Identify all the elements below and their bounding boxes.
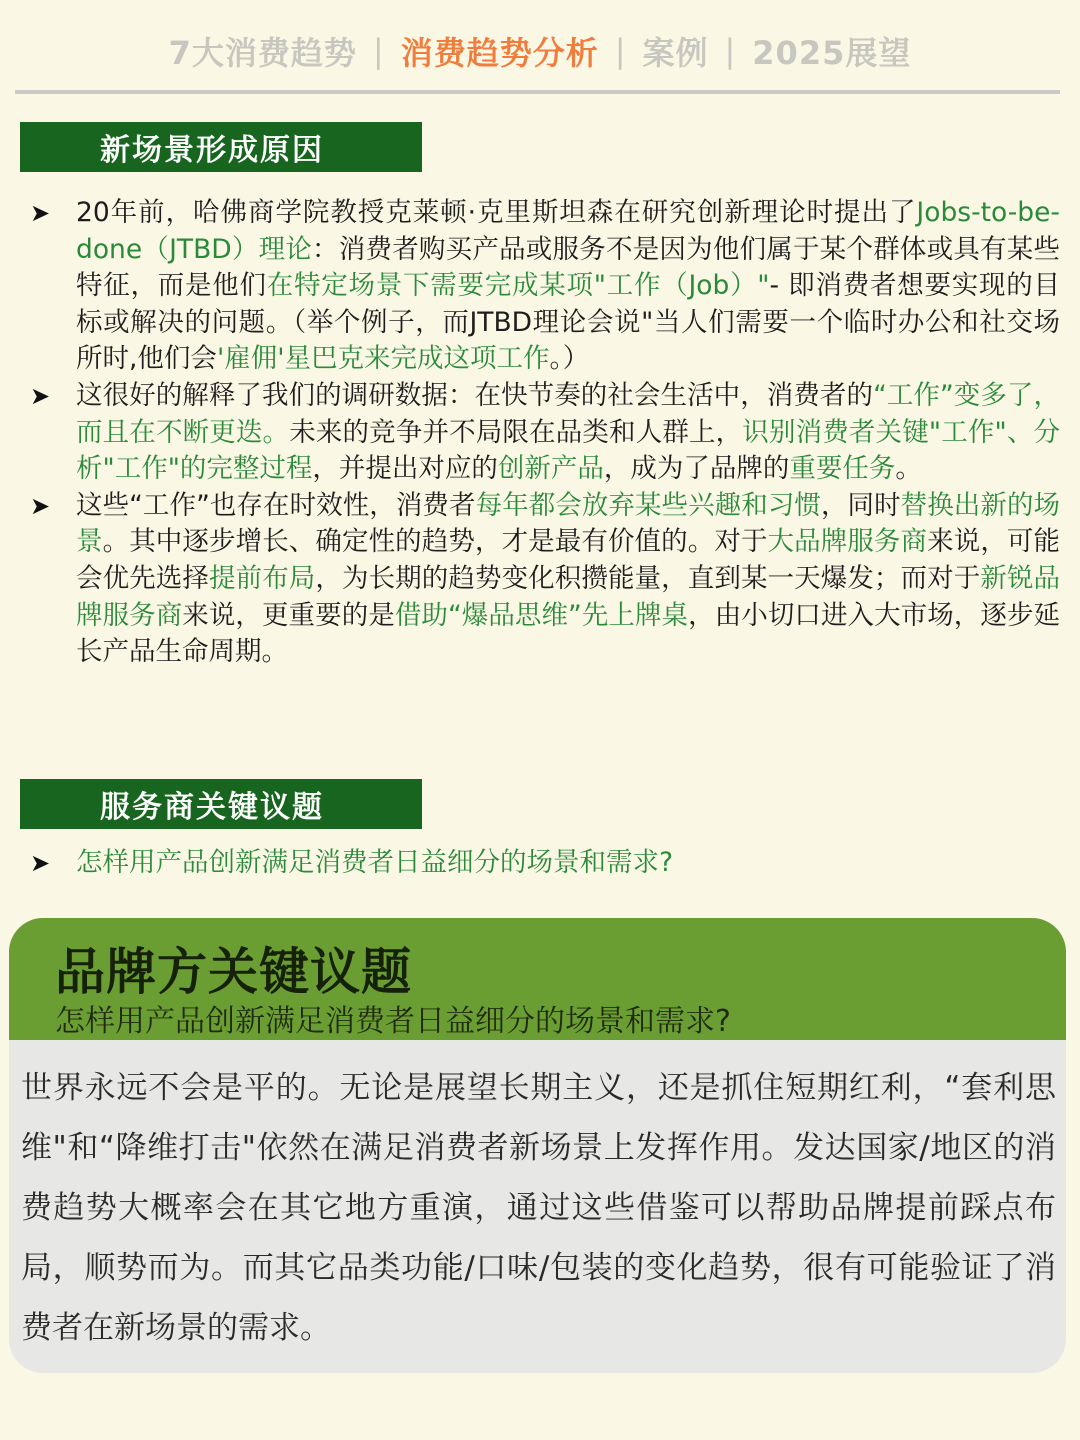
provider-question-list [30,845,1060,882]
highlight-text: 提前布局 [209,562,316,594]
highlight-text: Jobs-to-be-done（JTBD）理论 [76,197,1060,265]
bullet-list [30,195,1060,671]
highlight-text: '雇佣'星巴克来完成这项工作 [216,343,550,375]
section-title-provider-issues: 服务商关键议题 [20,779,422,829]
body-text: ，成为了品牌的 [603,453,790,485]
body-text: 未来的竞争并不局限在品类和人群上， [289,416,743,448]
body-text: ，同时 [820,489,901,521]
arrow-bullet-icon: ➤ [30,849,51,877]
highlight-text: 在特定场景下需要完成某项"工作（Job）" [266,270,770,302]
highlight-text: “工作”变多了，而且在不断更迭。 [76,379,1060,448]
body-text: 。 [895,453,922,485]
body-text: ，为长期的趋势变化积攒能量，直到某一天爆发；而对于 [315,562,981,594]
divider-line [15,90,1060,94]
body-text: 来说，可能会优先选择 [76,526,1061,594]
body-text: 20年前，哈佛商学院教授克莱顿·克里斯坦森在研究创新理论时提出了 [76,197,917,228]
body-text: - 即消费者想要实现的目标或解决的问题。（举个例子，而JTBD理论会说"当人们需要一个临时办公和社交场所时,他们会 [76,270,1061,375]
brand-issues-card [9,918,1066,1373]
nav-separator: | [614,32,627,70]
body-text: ，由小切口进入大市场，逐步延长产品生命周期。 [76,599,1061,668]
nav-separator: | [372,32,385,70]
highlight-text: 替换出新的场景 [76,489,1061,558]
nav-tab-trends[interactable]: 7大消费趋势 [168,34,357,72]
section-title-new-scenes: 新场景形成原因 [20,122,422,172]
arrow-bullet-icon: ➤ [30,381,51,410]
body-text: ，并提出对应的 [312,453,498,485]
nav-tab-outlook[interactable]: 2025展望 [752,34,912,72]
body-text: ：消费者购买产品或服务不是因为他们属于某个群体或具有某些特征，而是他们 [76,233,1060,302]
bullet-item [30,195,1060,378]
card-title: 品牌方关键议题 [55,943,412,1001]
highlight-text: 大品牌服务商 [767,526,928,558]
body-text: 这些“工作”也存在时效性，消费者 [76,489,476,521]
list-item [30,845,1060,882]
card-subtitle: 怎样用产品创新满足消费者日益细分的场景和需求? [55,1004,731,1039]
highlight-text: 每年都会放弃某些兴趣和习惯 [475,489,821,521]
nav-tab-analysis[interactable]: 消费趋势分析 [400,34,599,72]
card-header [9,918,1066,1040]
highlight-text: 借助“爆品思维”先上牌桌 [394,599,689,631]
provider-question: 怎样用产品创新满足消费者日益细分的场景和需求? [76,847,674,878]
top-nav [0,28,1080,74]
card-body-text: 世界永远不会是平的。无论是展望长期主义，还是抓住短期红利，“套利思维"和“降维打击"依然在满足消费者新场景上发挥作用。发达国家/地区的消费趋势大概率会在其它地方重演，通过这些借鉴可以帮助品牌提前踩点布局，顺势而为。而其它品类功能/口味/包装的变化趋势，很有可能验证了消费者在新场景的需求。 [21,1070,1056,1346]
body-text: 这很好的解释了我们的调研数据：在快节奏的社会生活中，消费者的 [76,379,874,411]
body-text: 。其中逐步增长、确定性的趋势，才是最有价值的。对于 [102,526,768,558]
body-text: 。） [549,343,590,375]
bullet-item [30,488,1060,671]
highlight-text: 新锐品牌服务商 [76,562,1061,631]
body-text: 来说，更重要的是 [182,599,395,631]
nav-tab-cases[interactable]: 案例 [642,34,709,72]
arrow-bullet-icon: ➤ [30,199,51,227]
arrow-bullet-icon: ➤ [30,491,51,520]
highlight-text: 创新产品 [497,453,604,485]
highlight-text: 重要任务 [789,453,896,485]
nav-separator: | [724,32,737,70]
highlight-text: 识别消费者关键"工作"、分析"工作"的完整过程 [76,416,1060,485]
bullet-item [30,378,1060,488]
